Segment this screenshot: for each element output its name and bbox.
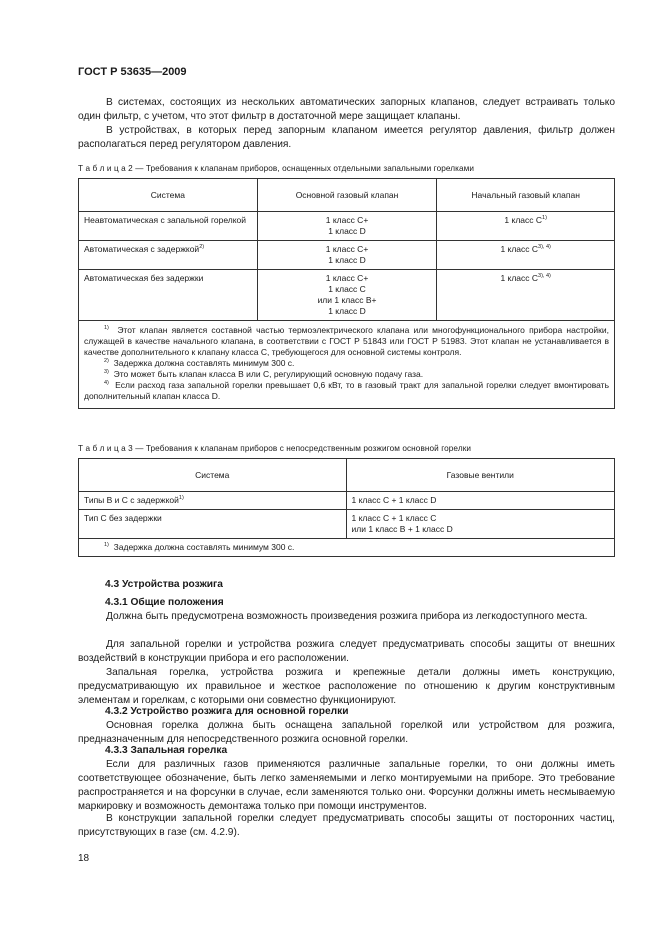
paragraph: Основная горелка должна быть оснащена запальной горелкой или устройством для розжига, предназначенным для непосредственного розжига основной горелки. <box>78 720 615 745</box>
table3-notes <box>79 539 615 557</box>
table-cell <box>257 212 437 241</box>
note-text: Задержка должна составлять минимум 300 с. <box>113 358 295 368</box>
paragraph: Для запальной горелки и устройства розжига следует предусматривать способы защиты от внешних воздействий в конструкции прибора и его расположении. <box>78 639 615 664</box>
table2-header-start: Начальный газовый клапан <box>437 179 615 212</box>
table-cell <box>346 510 614 539</box>
table2-notes-row <box>79 321 615 409</box>
intro-paragraph-1: В системах, состоящих из нескольких автоматических запорных клапанов, следует встраивать только один фильтр, с учетом, что этот фильтр в достаточной мере защищает клапаны. <box>78 97 615 122</box>
table3-header-system: Система <box>79 459 347 492</box>
footnote-mark: 1) <box>542 215 547 221</box>
section-heading-4-3-1: 4.3.1 Общие положения <box>105 597 224 608</box>
footnote-mark: 3), 4) <box>538 244 551 250</box>
cell-text: 1 класс С <box>328 284 366 294</box>
table2-header-row <box>79 179 615 212</box>
cell-text: 1 класс С+ <box>325 244 369 254</box>
footnote-mark: 1) <box>104 542 109 548</box>
table-note <box>84 542 609 553</box>
table-cell <box>79 492 347 510</box>
table-cell <box>79 212 258 241</box>
table-cell <box>79 241 258 270</box>
paragraph: Запальная горелка, устройства розжига и крепежные детали должны иметь конструкцию, предусматривающую их правильное и жесткое расположение по отношению к другим конструктивным элементам и горелкам, с которыми они совместно функционируют. <box>78 667 615 706</box>
document-header: ГОСТ Р 53635—2009 <box>78 66 187 78</box>
note-text: Если расход газа запальной горелки превышает 0,6 кВт, то в газовый тракт для запальной горелки следует вмонтировать дополнительный клапан класса D. <box>84 380 610 401</box>
intro-paragraph-2: В устройствах, в которых перед запорным клапаном имеется регулятор давления, фильтр должен располагаться перед регулятором давления. <box>78 125 615 150</box>
table-note <box>84 325 609 358</box>
table2-header-main: Основной газовый клапан <box>257 179 437 212</box>
cell-text: 1 класс С <box>500 273 539 283</box>
footnote-mark: 1) <box>178 495 184 501</box>
table2 <box>78 178 615 409</box>
cell-text: 1 класс D <box>328 226 366 236</box>
table3-notes-row <box>79 539 615 557</box>
note-text: Задержка должна составлять минимум 300 с. <box>113 542 295 552</box>
note-text: Этот клапан является составной частью термоэлектрического клапана или многофункционального прибора настройки, служащей в качестве начального клапана, в соответствии с ГОСТ Р 51843 или ГОСТ Р 51983. Этот клапан не устанавливается в качестве дополнительного к клапану класса С, требующегося для основной системы контроля. <box>84 325 609 357</box>
cell-text: 1 класс С+ <box>325 215 369 225</box>
table-cell <box>257 241 437 270</box>
table-row <box>79 270 615 321</box>
paragraph: В конструкции запальной горелки следует предусматривать способы защиты от посторонних частиц, присутствующих в газе (см. 4.2.9). <box>78 813 615 838</box>
table-cell <box>437 241 615 270</box>
paragraph: Если для различных газов применяются различные запальные горелки, то они должны иметь соответствующее обозначение, быть легко заменяемыми и легко монтируемыми на приборе. Это требование распространяется и на форсунки в случае, если заменяются только они. Форсунки должны иметь несмываемую маркировку и возможность демонтажа только при помощи инструментов. <box>78 759 615 812</box>
table2-caption: Т а б л и ц а 2 — Требования к клапанам приборов, оснащенных отдельными запальными горелками <box>78 164 475 173</box>
table-row <box>79 212 615 241</box>
note-text: Это может быть клапан класса В или С, регулирующий основную подачу газа. <box>113 369 424 379</box>
footnote-mark: 2) <box>199 244 205 250</box>
table-cell <box>437 270 615 321</box>
footnote-mark: 2) <box>104 358 109 364</box>
table-note <box>84 380 609 402</box>
table3 <box>78 458 615 557</box>
table2-header-system: Система <box>79 179 258 212</box>
section-heading-4-3-2: 4.3.2 Устройство розжига для основной горелки <box>105 706 349 717</box>
table-cell <box>79 510 347 539</box>
table-cell <box>437 212 615 241</box>
cell-text: Тип С без задержки <box>84 513 162 523</box>
cell-text: 1 класс D <box>328 255 366 265</box>
table3-caption: Т а б л и ц а 3 — Требования к клапанам приборов с непосредственным розжигом основной горелки <box>78 444 472 453</box>
paragraph: Должна быть предусмотрена возможность произведения розжига прибора из легкодоступного места. <box>106 611 588 622</box>
cell-text: Автоматическая без задержки <box>84 273 204 283</box>
table-cell <box>79 270 258 321</box>
table-row <box>79 492 615 510</box>
cell-text: 1 класс С + 1 класс D <box>351 495 437 505</box>
table-row <box>79 241 615 270</box>
footnote-mark: 1) <box>104 325 109 331</box>
section-heading-4-3-3: 4.3.3 Запальная горелка <box>105 745 228 756</box>
footnote-mark: 4) <box>104 380 109 386</box>
cell-text: 1 класс С + 1 класс С <box>351 513 437 523</box>
cell-text: 1 класс С <box>500 244 539 254</box>
cell-text: 1 класс D <box>328 306 366 316</box>
table-note <box>84 358 609 369</box>
cell-text: 1 класс С <box>504 215 543 225</box>
table-note <box>84 369 609 380</box>
cell-text: 1 класс С+ <box>325 273 369 283</box>
section-heading-4-3: 4.3 Устройства розжига <box>105 579 223 590</box>
table-cell <box>346 492 614 510</box>
cell-text: Неавтоматическая с запальной горелкой <box>84 215 247 225</box>
table3-header-valves: Газовые вентили <box>346 459 614 492</box>
table-row <box>79 510 615 539</box>
table3-header-row <box>79 459 615 492</box>
page-number: 18 <box>78 853 90 864</box>
cell-text: или 1 класс В + 1 класс D <box>351 524 453 534</box>
cell-text: или 1 класс В+ <box>317 295 377 305</box>
cell-text: Типы В и С с задержкой <box>84 495 179 505</box>
footnote-mark: 3), 4) <box>538 273 551 279</box>
table-cell <box>257 270 437 321</box>
table2-notes <box>79 321 615 409</box>
footnote-mark: 3) <box>104 369 109 375</box>
cell-text: Автоматическая с задержкой <box>84 244 200 254</box>
